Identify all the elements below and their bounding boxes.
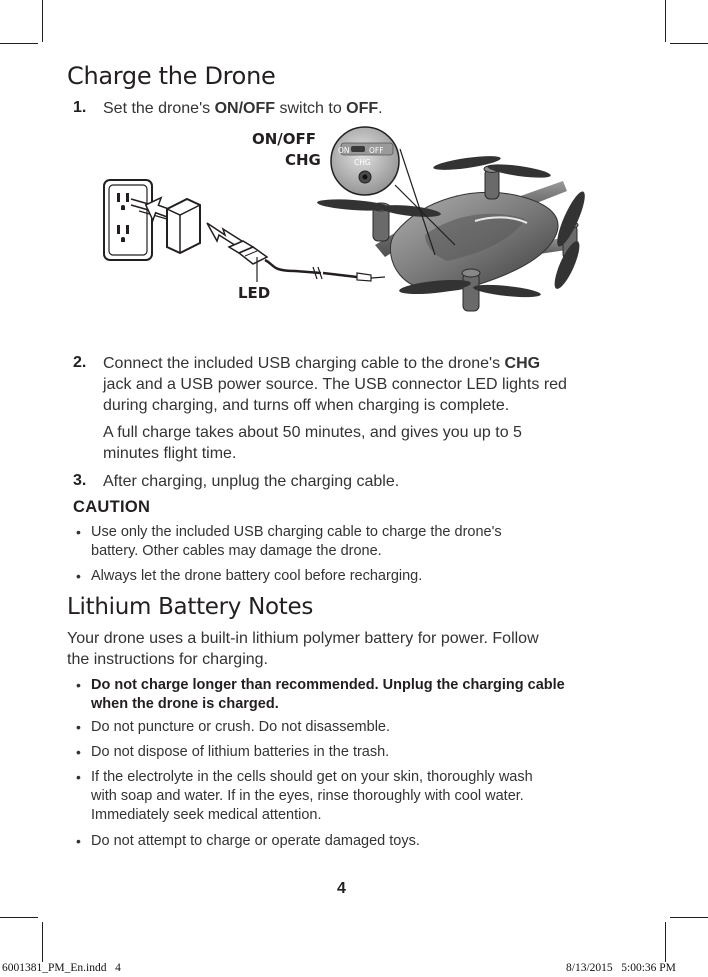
battery-item-5: Do not attempt to charge or operate damaged toys. [91,833,420,849]
usb-plug-icon [229,241,267,264]
step-2-text [103,353,623,464]
step-3-text: After charging, unplug the charging cable. [103,473,400,490]
battery-item-3: Do not dispose of lithium batteries in the trash. [91,744,390,760]
battery-intro: Your drone uses a built-in lithium polymer battery for power. Follow the instructions for charging. [67,630,539,668]
step-1-text-c: . [378,100,383,117]
step-3-number: 3. [73,472,87,489]
step-2-number: 2. [73,354,87,371]
battery-bullet-4: • [76,769,81,785]
crop-mark-bottom-right-v [665,922,666,962]
caution-bullet-2: • [76,568,81,584]
caution-title: CAUTION [73,498,151,516]
slug-filename: 6001381_PM_En.indd 4 [2,962,121,974]
step-2-bold-chg: CHG [504,355,541,372]
section-heading-battery: Lithium Battery Notes [67,594,314,620]
charging-illustration [95,125,615,350]
caution-bullet-1: • [76,524,81,540]
label-led: LED [238,284,271,302]
battery-bullet-1: • [76,677,81,693]
crop-mark-top-left-h [0,43,38,44]
step-1-text-b: switch to [279,100,342,117]
caution-item-1: Use only the included USB charging cable to charge the drone's battery. Other cables may damage the drone. [91,524,502,559]
battery-bullet-5: • [76,833,81,849]
switch-on-label: ON [338,146,350,155]
crop-mark-top-right-h [670,43,708,44]
step-1-text [103,98,383,119]
caution-item-2: Always let the drone battery cool before recharging. [91,568,423,584]
crop-mark-top-right-v [665,0,666,42]
battery-item-4: If the electrolyte in the cells should get on your skin, thoroughly wash with soap and water. If in the eyes, rinse thoroughly with cool water. Immediately seek medical attention. [91,769,533,823]
switch-chg-label: CHG [354,158,371,167]
section-heading-charge: Charge the Drone [67,62,276,90]
battery-bullet-2: • [76,719,81,735]
page-number: 4 [337,880,346,897]
crop-mark-bottom-left-v [42,922,43,962]
step-2-line-1: Connect the included USB charging cable to the drone's CHG [103,355,541,372]
battery-item-1: Do not charge longer than recommended. Unplug the charging cable when the drone is charged. [91,677,565,712]
battery-item-2: Do not puncture or crush. Do not disassemble. [91,719,391,735]
switch-off-label: OFF [369,146,384,155]
usb-adapter-icon [167,199,200,253]
label-chg: CHG [285,151,321,169]
crop-mark-top-left-v [42,0,43,42]
battery-bullet-3: • [76,744,81,760]
step-1-bold-off: OFF [346,100,379,117]
slug-timestamp: 8/13/2015 5:00:36 PM [566,962,676,974]
label-onoff: ON/OFF [252,130,317,148]
step-1-number: 1. [73,99,87,116]
step-2-line-3: during charging, and turns off when charging is complete. [103,397,510,414]
step-1-text-a: Set the drone's [103,100,211,117]
crop-mark-bottom-right-h [670,917,708,918]
step-2-note-line-1: A full charge takes about 50 minutes, and gives you up to 5 [103,424,522,441]
step-1-bold-onoff: ON/OFF [214,100,276,117]
crop-mark-bottom-left-h [0,917,38,918]
step-2-note-line-2: minutes flight time. [103,445,237,462]
step-2-line-2: jack and a USB power source. The USB connector LED lights red [103,376,567,393]
wall-outlet-icon [104,180,152,260]
